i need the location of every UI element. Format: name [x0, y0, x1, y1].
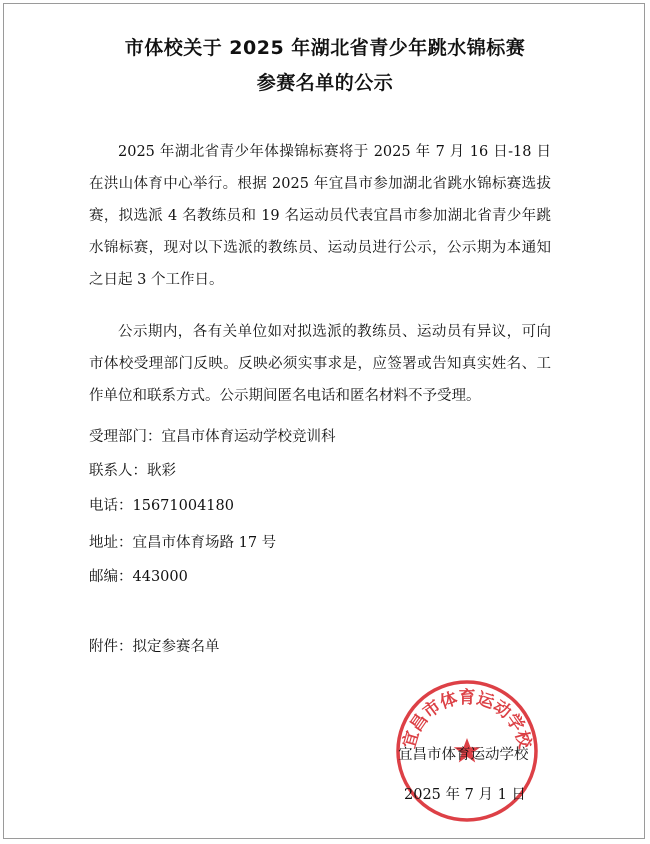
contact-department-label: 受理部门： [89, 429, 162, 445]
contact-person-value: 耿彩 [147, 463, 176, 479]
attachment-note: 附件：拟定参赛名单 [89, 639, 220, 655]
document-page [3, 3, 645, 839]
contact-phone-value: 15671004180 [132, 498, 234, 514]
contact-address-value: 宜昌市体育场路 17 号 [132, 535, 277, 551]
announcement-paragraph-1: 2025 年湖北省青少年体操锦标赛将于 2025 年 7 月 16 日-18 日在洪山体育中心举行。根据 2025 年宜昌市参加湖北省跳水锦标赛选拔赛，拟选派 4 名教练员和 19 名运动员代表宜昌市参加湖北省青少年跳水锦标赛，现对以下选派的教练员、运动员进行公示，公示期为本通知之日起 3 个工作日。 [89, 144, 551, 288]
contact-person [89, 461, 176, 481]
signature-date: 2025 年 7 月 1 日 [404, 787, 526, 803]
contact-department [89, 427, 336, 447]
contact-phone [89, 496, 234, 516]
contact-postcode [89, 567, 188, 587]
contact-person-label: 联系人： [89, 463, 147, 479]
document-title-line-1: 市体校关于 2025 年湖北省青少年跳水锦标赛 [124, 37, 526, 59]
contact-postcode-value: 443000 [132, 569, 188, 585]
seal-text: 宜昌市体育运动学校 [399, 688, 535, 751]
contact-department-value: 宜昌市体育运动学校竞训科 [161, 429, 336, 445]
signature-organization: 宜昌市体育运动学校 [398, 747, 529, 763]
announcement-paragraph-2: 公示期内，各有关单位如对拟选派的教练员、运动员有异议，可向市体校受理部门反映。反映必须实事求是，应签署或告知真实姓名、工作单位和联系方式。公示期间匿名电话和匿名材料不予受理。 [89, 324, 551, 404]
contact-postcode-label: 邮编： [89, 569, 133, 585]
contact-address [89, 533, 276, 553]
contact-address-label: 地址： [89, 535, 133, 551]
document-title-line-2: 参赛名单的公示 [256, 72, 394, 94]
contact-phone-label: 电话： [89, 498, 133, 514]
